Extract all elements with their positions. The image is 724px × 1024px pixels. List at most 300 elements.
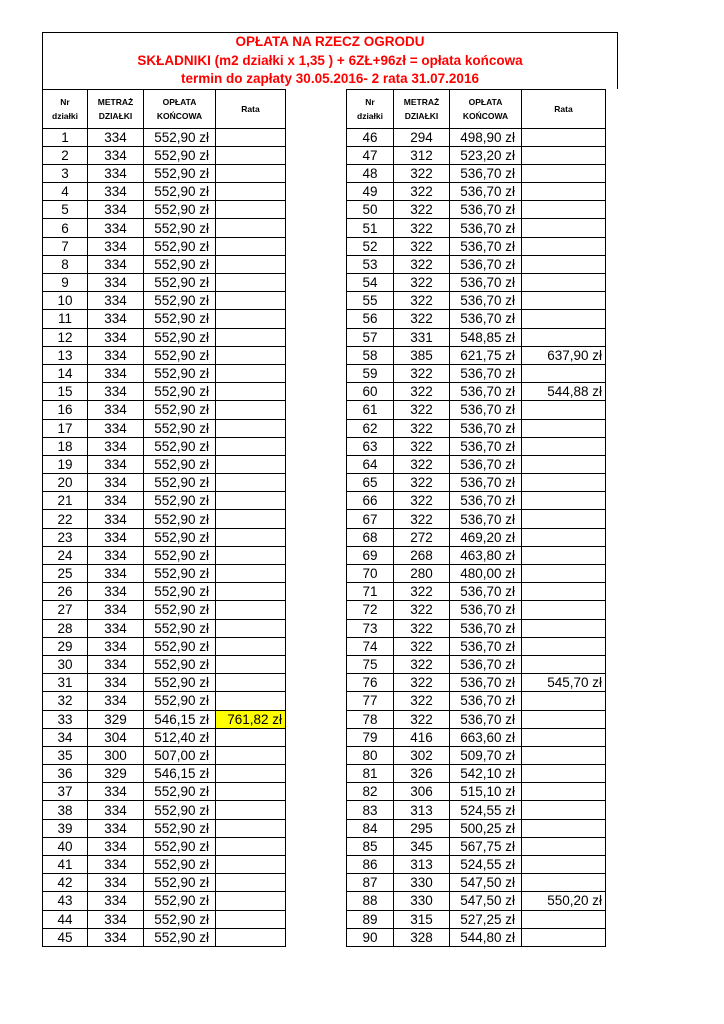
plot-area-cell: 334	[88, 292, 144, 310]
final-fee-cell: 552,90 zł	[144, 383, 216, 401]
final-fee-cell: 536,70 zł	[450, 419, 522, 437]
plot-area-cell: 300	[88, 746, 144, 764]
plot-number-cell: 43	[43, 892, 88, 910]
installment-cell	[216, 856, 286, 874]
plot-area-cell: 280	[394, 565, 450, 583]
col-header-installment: Rata	[216, 89, 286, 128]
final-fee-cell: 552,90 zł	[144, 219, 216, 237]
installment-cell	[216, 819, 286, 837]
installment-cell	[216, 383, 286, 401]
table-row	[43, 237, 286, 255]
final-fee-cell: 552,90 zł	[144, 601, 216, 619]
plot-area-cell: 334	[88, 837, 144, 855]
table-row	[347, 728, 606, 746]
installment-cell	[216, 565, 286, 583]
plot-area-cell: 322	[394, 183, 450, 201]
final-fee-cell: 552,90 zł	[144, 674, 216, 692]
plot-area-cell: 334	[88, 455, 144, 473]
table-row	[43, 219, 286, 237]
sheet-title: OPŁATA NA RZECZ OGRODU	[235, 34, 425, 49]
table-row	[347, 692, 606, 710]
plot-area-cell: 295	[394, 819, 450, 837]
final-fee-cell: 552,90 zł	[144, 419, 216, 437]
final-fee-cell: 524,55 zł	[450, 856, 522, 874]
plot-number-cell: 7	[43, 237, 88, 255]
plot-number-cell: 80	[347, 746, 394, 764]
plot-number-cell: 37	[43, 783, 88, 801]
installment-cell	[522, 746, 606, 764]
plot-area-cell: 331	[394, 328, 450, 346]
final-fee-cell: 552,90 zł	[144, 837, 216, 855]
plot-area-cell: 322	[394, 164, 450, 182]
installment-cell	[522, 655, 606, 673]
final-fee-cell: 536,70 zł	[450, 292, 522, 310]
plot-number-cell: 88	[347, 892, 394, 910]
plot-number-cell: 74	[347, 637, 394, 655]
plot-number-cell: 89	[347, 910, 394, 928]
plot-area-cell: 334	[88, 692, 144, 710]
plot-number-cell: 63	[347, 437, 394, 455]
plot-number-cell: 9	[43, 274, 88, 292]
plot-number-cell: 1	[43, 128, 88, 146]
table-row	[347, 201, 606, 219]
col-header-installment: Rata	[522, 89, 606, 128]
plot-number-cell: 27	[43, 601, 88, 619]
plot-number-cell: 52	[347, 237, 394, 255]
table-row	[43, 746, 286, 764]
table-row	[43, 310, 286, 328]
installment-cell	[216, 655, 286, 673]
plot-area-cell: 322	[394, 455, 450, 473]
installment-cell	[216, 128, 286, 146]
fee-formula: SKŁADNIKI (m2 działki x 1,35 ) + 6ZŁ+96zł = opłata końcowa	[137, 52, 523, 68]
final-fee-cell: 463,80 zł	[450, 546, 522, 564]
installment-cell	[522, 874, 606, 892]
installment-cell	[522, 328, 606, 346]
table-gap	[286, 89, 346, 947]
plot-number-cell: 66	[347, 492, 394, 510]
final-fee-cell: 547,50 zł	[450, 874, 522, 892]
table-row	[347, 765, 606, 783]
final-fee-cell: 536,70 zł	[450, 183, 522, 201]
installment-cell	[216, 292, 286, 310]
final-fee-cell: 536,70 zł	[450, 619, 522, 637]
table-row	[43, 601, 286, 619]
final-fee-cell: 552,90 zł	[144, 401, 216, 419]
table-row	[43, 492, 286, 510]
final-fee-cell: 552,90 zł	[144, 201, 216, 219]
installment-cell	[216, 201, 286, 219]
plot-number-cell: 8	[43, 255, 88, 273]
installment-cell	[216, 619, 286, 637]
installment-cell	[216, 910, 286, 928]
final-fee-cell: 621,75 zł	[450, 346, 522, 364]
final-fee-cell: 536,70 zł	[450, 583, 522, 601]
plot-area-cell: 345	[394, 837, 450, 855]
installment-cell	[522, 183, 606, 201]
final-fee-cell: 512,40 zł	[144, 728, 216, 746]
col-header-fee: OPŁATA KOŃCOWA	[450, 89, 522, 128]
final-fee-cell: 536,70 zł	[450, 274, 522, 292]
plot-area-cell: 334	[88, 565, 144, 583]
plot-number-cell: 15	[43, 383, 88, 401]
installment-cell	[522, 765, 606, 783]
col-header-area: METRAŻ DZIAŁKI	[88, 89, 144, 128]
plot-area-cell: 322	[394, 510, 450, 528]
plot-number-cell: 60	[347, 383, 394, 401]
installment-cell	[522, 692, 606, 710]
installment-cell	[216, 346, 286, 364]
plot-area-cell: 272	[394, 528, 450, 546]
plot-number-cell: 40	[43, 837, 88, 855]
final-fee-cell: 536,70 zł	[450, 692, 522, 710]
plot-number-cell: 62	[347, 419, 394, 437]
final-fee-cell: 552,90 zł	[144, 928, 216, 946]
plot-area-cell: 334	[88, 419, 144, 437]
plot-number-cell: 20	[43, 474, 88, 492]
final-fee-cell: 552,90 zł	[144, 510, 216, 528]
final-fee-cell: 536,70 zł	[450, 492, 522, 510]
plot-area-cell: 294	[394, 128, 450, 146]
plot-area-cell: 268	[394, 546, 450, 564]
final-fee-cell: 469,20 zł	[450, 528, 522, 546]
plot-area-cell: 334	[88, 437, 144, 455]
table-row	[347, 401, 606, 419]
plot-area-cell: 334	[88, 910, 144, 928]
plot-area-cell: 322	[394, 601, 450, 619]
plot-number-cell: 35	[43, 746, 88, 764]
table-row	[347, 801, 606, 819]
plot-number-cell: 24	[43, 546, 88, 564]
final-fee-cell: 552,90 zł	[144, 856, 216, 874]
plot-area-cell: 334	[88, 401, 144, 419]
plot-number-cell: 41	[43, 856, 88, 874]
plot-area-cell: 334	[88, 274, 144, 292]
plot-number-cell: 70	[347, 565, 394, 583]
final-fee-cell: 536,70 zł	[450, 201, 522, 219]
installment-cell	[522, 492, 606, 510]
plot-area-cell: 322	[394, 692, 450, 710]
final-fee-cell: 536,70 zł	[450, 164, 522, 182]
final-fee-cell: 544,80 zł	[450, 928, 522, 946]
plot-area-cell: 322	[394, 237, 450, 255]
installment-cell: 637,90 zł	[522, 346, 606, 364]
plot-number-cell: 23	[43, 528, 88, 546]
final-fee-cell: 552,90 zł	[144, 910, 216, 928]
installment-cell	[522, 819, 606, 837]
installment-cell: 761,82 zł	[216, 710, 286, 728]
table-row	[347, 292, 606, 310]
final-fee-cell: 509,70 zł	[450, 746, 522, 764]
plot-area-cell: 322	[394, 383, 450, 401]
table-row	[43, 692, 286, 710]
table-row	[43, 128, 286, 146]
final-fee-cell: 552,90 zł	[144, 183, 216, 201]
plot-number-cell: 85	[347, 837, 394, 855]
final-fee-cell: 536,70 zł	[450, 655, 522, 673]
installment-cell	[522, 601, 606, 619]
table-row	[347, 510, 606, 528]
installment-cell	[522, 237, 606, 255]
table-row	[347, 910, 606, 928]
installment-cell	[522, 201, 606, 219]
plot-number-cell: 68	[347, 528, 394, 546]
installment-cell	[522, 274, 606, 292]
table-header-row	[347, 89, 606, 128]
installment-cell	[522, 455, 606, 473]
plot-number-cell: 51	[347, 219, 394, 237]
final-fee-cell: 552,90 zł	[144, 292, 216, 310]
table-row	[43, 364, 286, 382]
plot-number-cell: 83	[347, 801, 394, 819]
final-fee-cell: 552,90 zł	[144, 892, 216, 910]
table-row	[347, 128, 606, 146]
installment-cell: 544,88 zł	[522, 383, 606, 401]
table-row	[347, 455, 606, 473]
installment-cell	[216, 928, 286, 946]
table-row	[43, 328, 286, 346]
installment-cell	[216, 474, 286, 492]
table-row	[43, 401, 286, 419]
table-row	[43, 255, 286, 273]
plot-area-cell: 334	[88, 528, 144, 546]
installment-cell	[216, 765, 286, 783]
installment-cell	[522, 583, 606, 601]
installment-cell	[522, 565, 606, 583]
plot-area-cell: 334	[88, 492, 144, 510]
plot-area-cell: 322	[394, 255, 450, 273]
plot-number-cell: 55	[347, 292, 394, 310]
table-row	[347, 619, 606, 637]
plot-area-cell: 334	[88, 892, 144, 910]
table-row	[43, 637, 286, 655]
final-fee-cell: 536,70 zł	[450, 710, 522, 728]
final-fee-cell: 536,70 zł	[450, 437, 522, 455]
plot-area-cell: 315	[394, 910, 450, 928]
final-fee-cell: 546,15 zł	[144, 710, 216, 728]
payment-deadline: termin do zapłaty 30.05.2016- 2 rata 31.07.2016	[181, 71, 479, 86]
final-fee-cell: 552,90 zł	[144, 874, 216, 892]
final-fee-cell: 552,90 zł	[144, 437, 216, 455]
plot-area-cell: 322	[394, 219, 450, 237]
installment-cell	[522, 474, 606, 492]
plot-area-cell: 322	[394, 674, 450, 692]
final-fee-cell: 536,70 zł	[450, 601, 522, 619]
plot-area-cell: 334	[88, 383, 144, 401]
table-row	[43, 383, 286, 401]
plot-number-cell: 75	[347, 655, 394, 673]
plot-number-cell: 47	[347, 146, 394, 164]
plot-number-cell: 21	[43, 492, 88, 510]
plot-number-cell: 86	[347, 856, 394, 874]
table-row	[347, 310, 606, 328]
plot-number-cell: 84	[347, 819, 394, 837]
plot-number-cell: 48	[347, 164, 394, 182]
plot-area-cell: 334	[88, 255, 144, 273]
installment-cell	[522, 710, 606, 728]
plot-number-cell: 34	[43, 728, 88, 746]
final-fee-cell: 552,90 zł	[144, 346, 216, 364]
final-fee-cell: 480,00 zł	[450, 565, 522, 583]
table-row	[347, 164, 606, 182]
table-row	[347, 528, 606, 546]
table-row	[347, 819, 606, 837]
plot-number-cell: 6	[43, 219, 88, 237]
plots-table-left	[42, 89, 286, 947]
plot-area-cell: 334	[88, 346, 144, 364]
plot-area-cell: 302	[394, 746, 450, 764]
installment-cell	[522, 401, 606, 419]
final-fee-cell: 527,25 zł	[450, 910, 522, 928]
plot-number-cell: 13	[43, 346, 88, 364]
final-fee-cell: 536,70 zł	[450, 364, 522, 382]
table-row	[43, 274, 286, 292]
table-row	[43, 346, 286, 364]
plot-number-cell: 76	[347, 674, 394, 692]
final-fee-cell: 552,90 zł	[144, 364, 216, 382]
table-row	[347, 746, 606, 764]
plot-area-cell: 322	[394, 401, 450, 419]
installment-cell	[522, 310, 606, 328]
plot-area-cell: 334	[88, 201, 144, 219]
installment-cell	[522, 546, 606, 564]
installment-cell	[522, 419, 606, 437]
plot-number-cell: 71	[347, 583, 394, 601]
final-fee-cell: 552,90 zł	[144, 164, 216, 182]
table-row	[347, 255, 606, 273]
final-fee-cell: 552,90 zł	[144, 474, 216, 492]
plot-area-cell: 334	[88, 219, 144, 237]
installment-cell	[216, 528, 286, 546]
installment-cell	[522, 364, 606, 382]
installment-cell	[216, 583, 286, 601]
plot-area-cell: 334	[88, 146, 144, 164]
final-fee-cell: 552,90 zł	[144, 546, 216, 564]
installment-cell	[216, 892, 286, 910]
final-fee-cell: 552,90 zł	[144, 692, 216, 710]
plots-table-right	[346, 89, 606, 947]
fee-sheet	[42, 32, 618, 947]
plot-number-cell: 30	[43, 655, 88, 673]
table-row	[43, 474, 286, 492]
plot-number-cell: 54	[347, 274, 394, 292]
plot-area-cell: 334	[88, 601, 144, 619]
installment-cell	[522, 528, 606, 546]
plot-number-cell: 5	[43, 201, 88, 219]
installment-cell	[216, 601, 286, 619]
plot-area-cell: 328	[394, 928, 450, 946]
final-fee-cell: 536,70 zł	[450, 310, 522, 328]
plot-number-cell: 22	[43, 510, 88, 528]
table-row	[347, 928, 606, 946]
plot-area-cell: 334	[88, 510, 144, 528]
plot-number-cell: 69	[347, 546, 394, 564]
plot-area-cell: 385	[394, 346, 450, 364]
final-fee-cell: 552,90 zł	[144, 528, 216, 546]
final-fee-cell: 536,70 zł	[450, 237, 522, 255]
plot-number-cell: 57	[347, 328, 394, 346]
final-fee-cell: 536,70 zł	[450, 474, 522, 492]
installment-cell	[216, 783, 286, 801]
table-row	[347, 565, 606, 583]
installment-cell	[522, 146, 606, 164]
plot-area-cell: 334	[88, 546, 144, 564]
plot-number-cell: 61	[347, 401, 394, 419]
table-row	[43, 910, 286, 928]
table-row	[43, 183, 286, 201]
table-row	[43, 655, 286, 673]
installment-cell	[216, 437, 286, 455]
final-fee-cell: 500,25 zł	[450, 819, 522, 837]
plot-area-cell: 313	[394, 801, 450, 819]
final-fee-cell: 552,90 zł	[144, 128, 216, 146]
plot-area-cell: 334	[88, 856, 144, 874]
final-fee-cell: 515,10 zł	[450, 783, 522, 801]
installment-cell	[216, 310, 286, 328]
installment-cell	[522, 164, 606, 182]
plot-area-cell: 322	[394, 474, 450, 492]
plot-number-cell: 25	[43, 565, 88, 583]
col-header-nr: Nr działki	[43, 89, 88, 128]
plot-number-cell: 36	[43, 765, 88, 783]
installment-cell	[216, 164, 286, 182]
plot-number-cell: 67	[347, 510, 394, 528]
sheet-header	[42, 32, 618, 89]
installment-cell	[522, 801, 606, 819]
table-row	[347, 637, 606, 655]
final-fee-cell: 542,10 zł	[450, 765, 522, 783]
plot-number-cell: 10	[43, 292, 88, 310]
plot-number-cell: 11	[43, 310, 88, 328]
table-row	[347, 219, 606, 237]
installment-cell	[522, 437, 606, 455]
plot-number-cell: 3	[43, 164, 88, 182]
table-row	[43, 565, 286, 583]
table-row	[43, 419, 286, 437]
plot-area-cell: 334	[88, 801, 144, 819]
table-row	[43, 146, 286, 164]
installment-cell	[216, 510, 286, 528]
final-fee-cell: 552,90 zł	[144, 565, 216, 583]
table-row	[347, 856, 606, 874]
final-fee-cell: 536,70 zł	[450, 383, 522, 401]
installment-cell: 550,20 zł	[522, 892, 606, 910]
plot-area-cell: 322	[394, 310, 450, 328]
final-fee-cell: 552,90 zł	[144, 492, 216, 510]
table-row	[347, 419, 606, 437]
plot-number-cell: 46	[347, 128, 394, 146]
final-fee-cell: 552,90 zł	[144, 455, 216, 473]
col-header-fee: OPŁATA KOŃCOWA	[144, 89, 216, 128]
plot-number-cell: 50	[347, 201, 394, 219]
installment-cell	[522, 292, 606, 310]
plot-area-cell: 334	[88, 474, 144, 492]
table-row	[43, 546, 286, 564]
col-header-area: METRAŻ DZIAŁKI	[394, 89, 450, 128]
final-fee-cell: 536,70 zł	[450, 510, 522, 528]
plot-area-cell: 312	[394, 146, 450, 164]
table-row	[347, 892, 606, 910]
plot-number-cell: 29	[43, 637, 88, 655]
final-fee-cell: 552,90 zł	[144, 619, 216, 637]
plot-number-cell: 38	[43, 801, 88, 819]
plot-area-cell: 322	[394, 364, 450, 382]
table-row	[347, 674, 606, 692]
plot-number-cell: 53	[347, 255, 394, 273]
plot-area-cell: 322	[394, 201, 450, 219]
installment-cell	[216, 364, 286, 382]
plot-number-cell: 45	[43, 928, 88, 946]
